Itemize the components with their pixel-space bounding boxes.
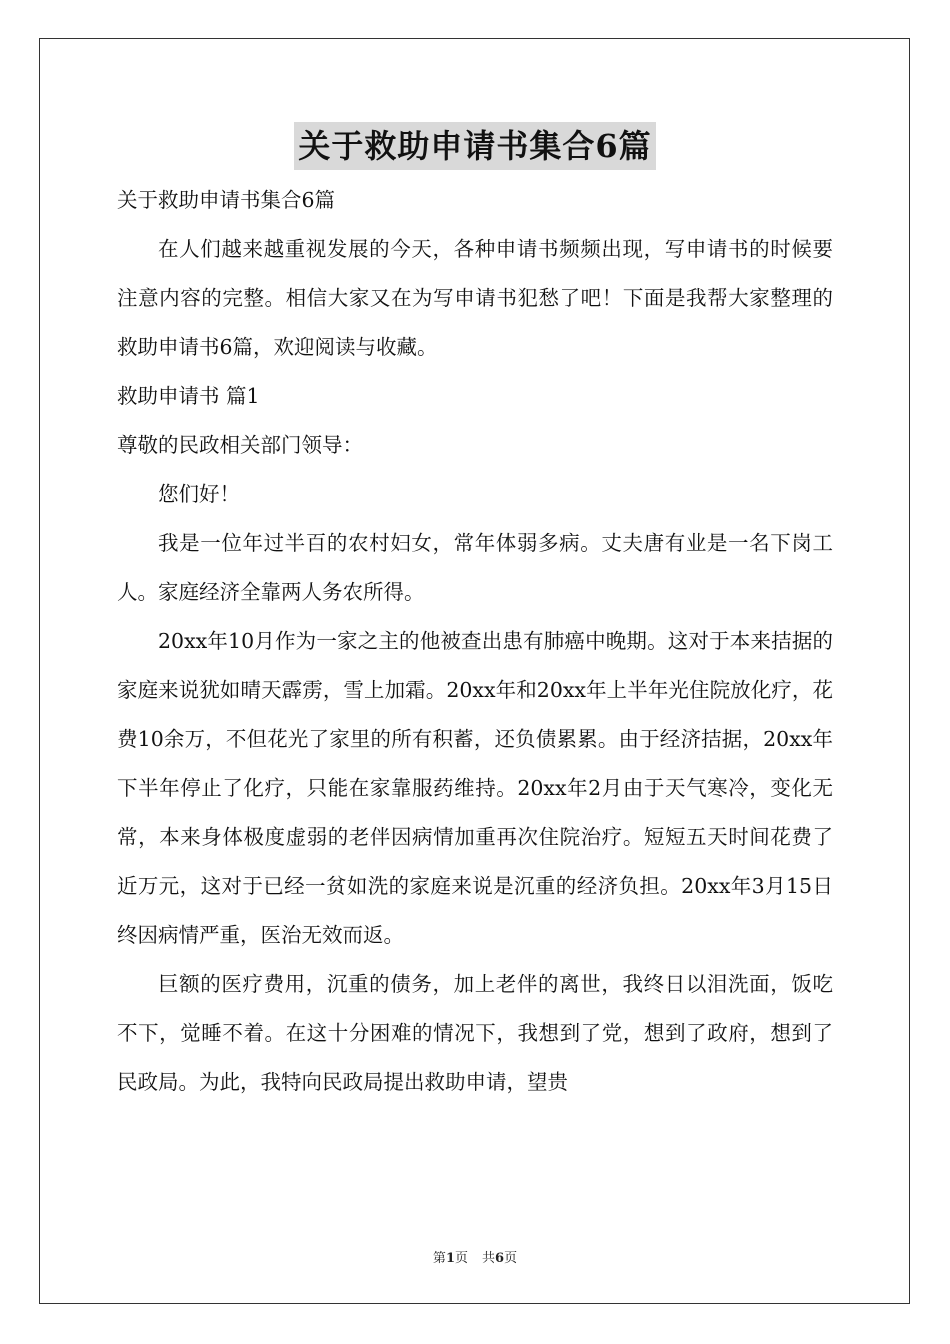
page-prefix: 第 [432, 1251, 446, 1266]
total-suffix: 页 [504, 1251, 518, 1266]
title-container [0, 122, 950, 170]
page-footer [0, 1247, 950, 1266]
paragraph: 尊敬的民政相关部门领导： [117, 433, 363, 457]
paragraph: 关于救助申请书集合6篇 [117, 188, 336, 212]
page-suffix: 页 [454, 1251, 468, 1266]
total-pages: 6 [495, 1251, 505, 1266]
paragraph: 我是一位年过半百的农村妇女，常年体弱多病。丈夫唐有业是一名下岗工人。家庭经济全靠两人务农所得。 [117, 531, 833, 604]
paragraph: 在人们越来越重视发展的今天，各种申请书频频出现，写申请书的时候要注意内容的完整。相信大家又在为写申请书犯愁了吧！下面是我帮大家整理的救助申请书6篇，欢迎阅读与收藏。 [117, 237, 833, 359]
paragraph: 救助申请书 篇1 [117, 384, 260, 408]
document-title: 关于救助申请书集合6篇 [294, 122, 655, 170]
paragraph: 您们好！ [158, 482, 240, 506]
page-number: 1 [445, 1251, 455, 1266]
paragraph: 20xx年10月作为一家之主的他被查出患有肺癌中晚期。这对于本来拮据的家庭来说犹如晴天霹雳，雪上加霜。20xx年和20xx年上半年光住院放化疗，花费10余万，不但花光了家里的所有积蓄，还负债累累。由于经济拮据，20xx年下半年停止了化疗，只能在家靠服药维持。20xx年2月由于天气寒冷，变化无常，本来身体极度虚弱的老伴因病情加重再次住院治疗。短短五天时间花费了近万元，这对于已经一贫如洗的家庭来说是沉重的经济负担。20xx年3月15日终因病情严重，医治无效而返。 [117, 629, 833, 947]
paragraph: 巨额的医疗费用，沉重的债务，加上老伴的离世，我终日以泪洗面，饭吃不下，觉睡不着。在这十分困难的情况下，我想到了党，想到了政府，想到了民政局。为此，我特向民政局提出救助申请，望贵 [117, 972, 833, 1094]
document-body [117, 176, 833, 1107]
total-prefix: 共 [482, 1251, 496, 1266]
